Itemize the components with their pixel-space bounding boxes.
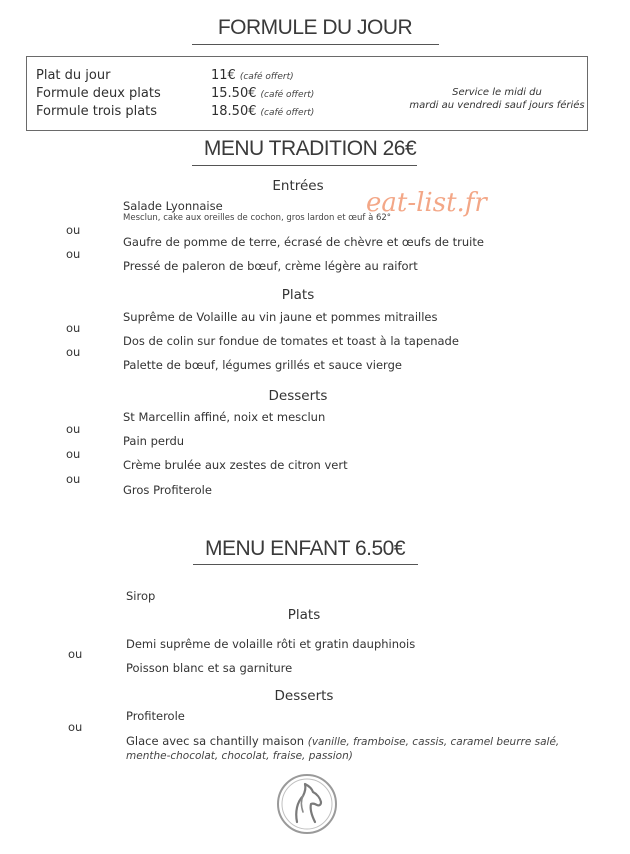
glace-flavours-1: (vanille, framboise, cassis, caramel beurre salé, bbox=[307, 736, 560, 748]
enfant-plat-item-1: Demi suprême de volaille rôti et gratin dauphinois bbox=[126, 637, 416, 651]
plats-heading: Plats bbox=[281, 287, 315, 303]
enfant-plats-heading: Plats bbox=[287, 607, 321, 623]
horse-logo-icon bbox=[275, 772, 339, 836]
tradition-title: MENU TRADITION 26€ bbox=[203, 137, 417, 160]
or-dessert-2: ou bbox=[66, 422, 81, 436]
formule-price-3 bbox=[211, 104, 314, 119]
formule-note-1: (café offert) bbox=[239, 72, 294, 82]
glace-name: Glace avec sa chantilly maison bbox=[126, 734, 305, 748]
formule-price-value-3: 18.50€ bbox=[211, 104, 257, 119]
dessert-item-2: Pain perdu bbox=[123, 434, 185, 448]
enfant-title-rule bbox=[193, 564, 418, 565]
formule-price-1 bbox=[211, 68, 294, 83]
or-entree-2: ou bbox=[66, 223, 81, 237]
entrees-heading: Entrées bbox=[272, 178, 324, 194]
formule-box bbox=[26, 56, 588, 131]
or-dessert-3: ou bbox=[66, 447, 81, 461]
or-plat-2: ou bbox=[66, 321, 81, 335]
enfant-desserts-heading: Desserts bbox=[274, 688, 334, 704]
or-plat-3: ou bbox=[66, 345, 81, 359]
formule-price-value-2: 15.50€ bbox=[211, 86, 257, 101]
or-dessert-4: ou bbox=[66, 472, 81, 486]
service-line-2: mardi au vendredi sauf jours fériés bbox=[409, 100, 585, 111]
plat-item-3: Palette de bœuf, légumes grillés et sauce vierge bbox=[123, 358, 402, 372]
service-line-1: Service le midi du bbox=[452, 87, 542, 98]
enfant-dessert-glace-line2 bbox=[126, 748, 353, 762]
plat-item-2: Dos de colin sur fondue de tomates et toast à la tapenade bbox=[123, 334, 459, 348]
formule-title: FORMULE DU JOUR bbox=[217, 16, 413, 39]
formule-label-3: Formule trois plats bbox=[36, 104, 158, 119]
watermark: eat-list.fr bbox=[366, 188, 487, 218]
entree-item-3: Pressé de paleron de bœuf, crème légère au raifort bbox=[123, 259, 418, 273]
or-entree-3: ou bbox=[66, 247, 81, 261]
or-enfant-plat-2: ou bbox=[68, 647, 83, 661]
dessert-item-1: St Marcellin affiné, noix et mesclun bbox=[123, 410, 326, 424]
formule-title-rule bbox=[192, 44, 439, 45]
desserts-heading: Desserts bbox=[268, 388, 328, 404]
entree-item-1: Salade Lyonnaise bbox=[123, 199, 223, 213]
dessert-item-4: Gros Profiterole bbox=[123, 483, 212, 497]
enfant-title: MENU ENFANT 6.50€ bbox=[204, 537, 405, 560]
or-enfant-dessert-2: ou bbox=[68, 720, 83, 734]
formule-price-value-1: 11€ bbox=[211, 68, 236, 83]
tradition-title-rule bbox=[192, 165, 417, 166]
formule-label-1: Plat du jour bbox=[36, 68, 111, 83]
formule-note-3: (café offert) bbox=[260, 108, 315, 118]
enfant-sirop: Sirop bbox=[126, 589, 156, 603]
glace-flavours-2: menthe-chocolat, chocolat, fraise, passion) bbox=[126, 750, 353, 762]
formule-note-2: (café offert) bbox=[260, 90, 315, 100]
enfant-dessert-item-1: Profiterole bbox=[126, 709, 185, 723]
entree-item-1-desc: Mesclun, cake aux oreilles de cochon, gros lardon et œuf à 62° bbox=[123, 213, 392, 223]
plat-item-1: Suprême de Volaille au vin jaune et pommes mitrailles bbox=[123, 310, 438, 324]
entree-item-2: Gaufre de pomme de terre, écrasé de chèvre et œufs de truite bbox=[123, 235, 484, 249]
enfant-dessert-glace bbox=[126, 734, 559, 748]
service-note bbox=[397, 86, 597, 112]
dessert-item-3: Crème brulée aux zestes de citron vert bbox=[123, 458, 348, 472]
formule-label-2: Formule deux plats bbox=[36, 86, 161, 101]
enfant-plat-item-2: Poisson blanc et sa garniture bbox=[126, 661, 293, 675]
formule-price-2 bbox=[211, 86, 314, 101]
